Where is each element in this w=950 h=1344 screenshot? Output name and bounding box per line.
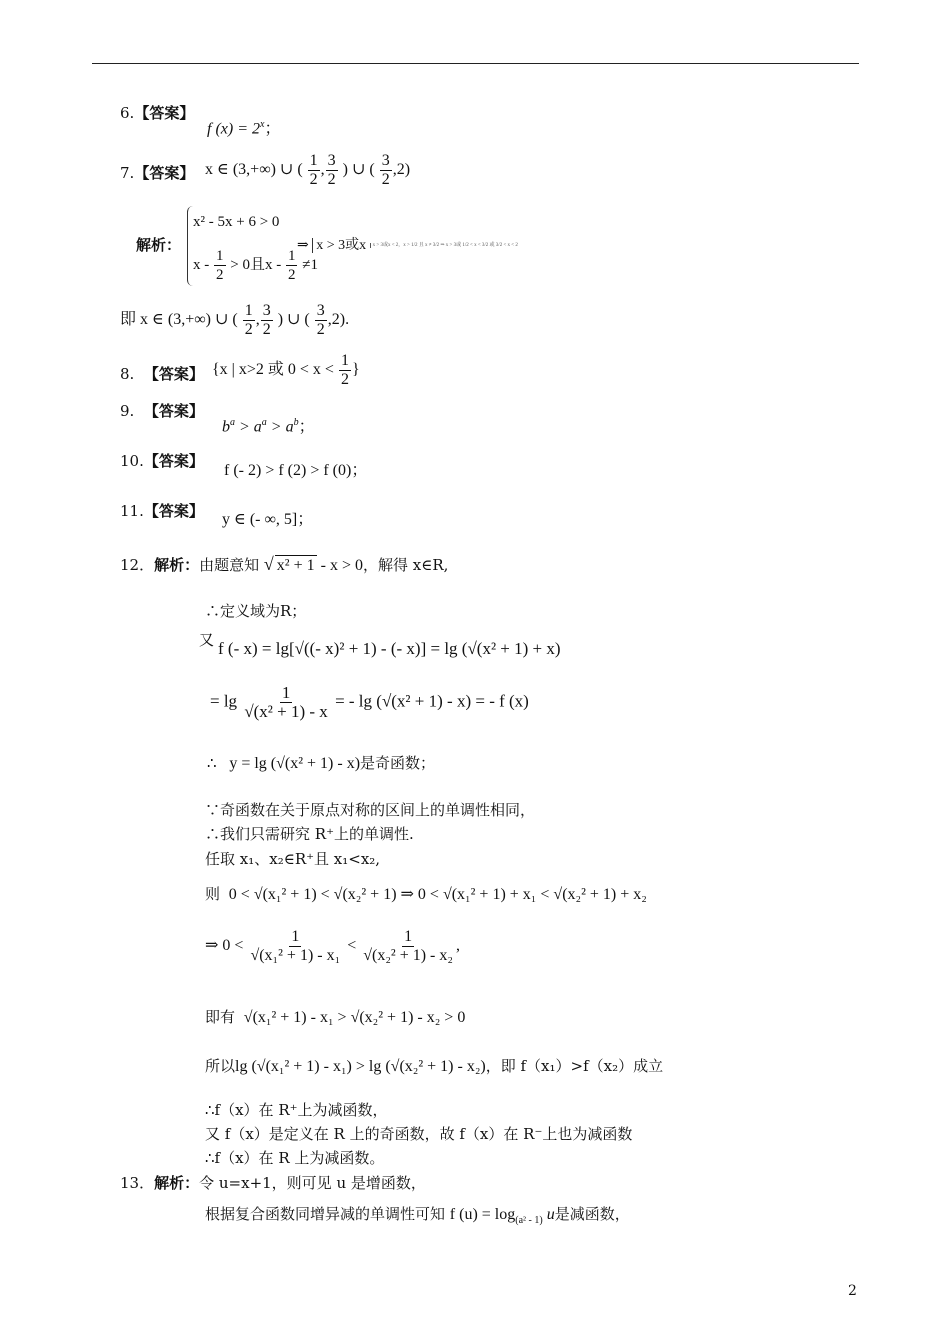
solution-12-therefore: ∴ y = lg (√(x² + 1) - x)是奇函数； bbox=[207, 754, 436, 772]
header-rule bbox=[92, 63, 859, 64]
solution-12-line-8: 任取 x₁、x₂∈R⁺且 x₁<x₂, bbox=[205, 850, 381, 868]
solution-12-line-6: ∵奇函数在关于原点对称的区间上的单调性相同， bbox=[205, 801, 536, 819]
answer-8: 8. 【答案】 bbox=[120, 365, 204, 383]
answer-7-formula: x ∈ (3,+∞) ∪ ( $\frac{1}{2}$ , $\frac{3}{2}$ ) ∪ ( $\frac{3}{2}$ ,2) bbox=[205, 152, 411, 188]
answer-10-formula: f (- 2) > f (2) > f (0)； bbox=[224, 462, 368, 479]
answer-6-formula: f $(x) = 2^x$； bbox=[207, 119, 281, 138]
solution-12-domain: ∴定义域为R； bbox=[205, 602, 307, 620]
analysis-7-label: 解析： bbox=[136, 236, 182, 254]
answer-11: 11.【答案】 bbox=[120, 502, 204, 520]
solution-13-line-1: 13．解析：令 u=x+1，则可见 u 是增函数， bbox=[120, 1174, 426, 1192]
solution-12-line-15: ∴f（x）在 R 上为减函数。 bbox=[205, 1149, 385, 1167]
solution-12-line-9: 则 0 < √(x₁² + 1) < √(x₂² + 1) ⇒ 0 < √(x₁² + 1) + x₁ < √(x₂² + 1) + x₂ bbox=[205, 885, 647, 903]
solution-12-line-14: 又 f（x）是定义在 R 上的奇函数，故 f（x）在 R⁻上也为减函数 bbox=[205, 1125, 633, 1143]
answer-8-formula: {x | x>2 或 0 < x < $\frac{1}{2}$ } bbox=[212, 352, 360, 388]
page-number: 2 bbox=[848, 1283, 857, 1299]
solution-12-line-13: ∴f（x）在 R⁺上为减函数， bbox=[205, 1101, 388, 1119]
answer-11-formula: y ∈ (- ∞, 5]； bbox=[222, 511, 314, 528]
system-result: ⇒ x > 3或x x > 3或x < 2，x > 1/2 且 x ≠ 3/2 ⇒ x > 3或 1/2 < x < 3/2 或 3/2 < x < 2 bbox=[297, 238, 518, 254]
solution-12-line-11: 即有 √(x₁² + 1) - x₁ > √(x₂² + 1) - x₂ > 0 bbox=[205, 1008, 466, 1026]
answer-6: 6.【答案】 bbox=[120, 104, 195, 122]
solution-12-you: 又 bbox=[199, 631, 215, 649]
system-line-2: x - $\frac{1}{2}$ > 0且x - $\frac{1}{2}$ ≠1 bbox=[193, 248, 318, 283]
solution-12-line-7: ∴我们只需研究 R⁺上的单调性. bbox=[205, 825, 414, 843]
system-line-1: x² - 5x + 6 > 0 bbox=[193, 214, 280, 230]
solution-12-odd-step-1: f (- x) = lg[√((- x)² + 1) - (- x)] = lg (√(x² + 1) + x) bbox=[218, 639, 561, 658]
solution-13-line-2: 根据复合函数同增异减的单调性可知 f $(u) = \log_{(a^2 - 1)} u$是减函数， bbox=[205, 1205, 630, 1227]
answer-9: 9. 【答案】 bbox=[120, 402, 204, 420]
solution-12-odd-step-2: = lg $\frac{1}{\text{√(x² + 1) - x}}$ = - lg (√(x² + 1) - x) = - f (x) bbox=[210, 683, 529, 721]
answer-7: 7.【答案】 bbox=[120, 164, 195, 182]
answer-7-conclusion: 即 x ∈ (3,+∞) ∪ ( $\frac{1}{2}$ , $\frac{3}{2}$ ) ∪ ( $\frac{3}{2}$ ,2). bbox=[120, 302, 350, 338]
answer-9-formula: $b^a > a^a > a^b$； bbox=[222, 417, 315, 436]
solution-12-line-1: 12．解析：由题意知 √ x² + 1 - x > 0，解得 x∈R, bbox=[120, 554, 449, 574]
solution-12-line-12: 所以lg (√(x₁² + 1) - x₁) > lg (√(x₂² + 1) - x₂)，即 f（x₁）>f（x₂）成立 bbox=[205, 1057, 664, 1075]
solution-12-line-10: ⇒ 0 < $\frac{1}{\text{√(x₁² + 1) - x₁}}$ < $\frac{1}{\text{√(x₂² + 1) - x₂}}$ , bbox=[205, 928, 460, 964]
answer-10: 10.【答案】 bbox=[120, 452, 204, 470]
